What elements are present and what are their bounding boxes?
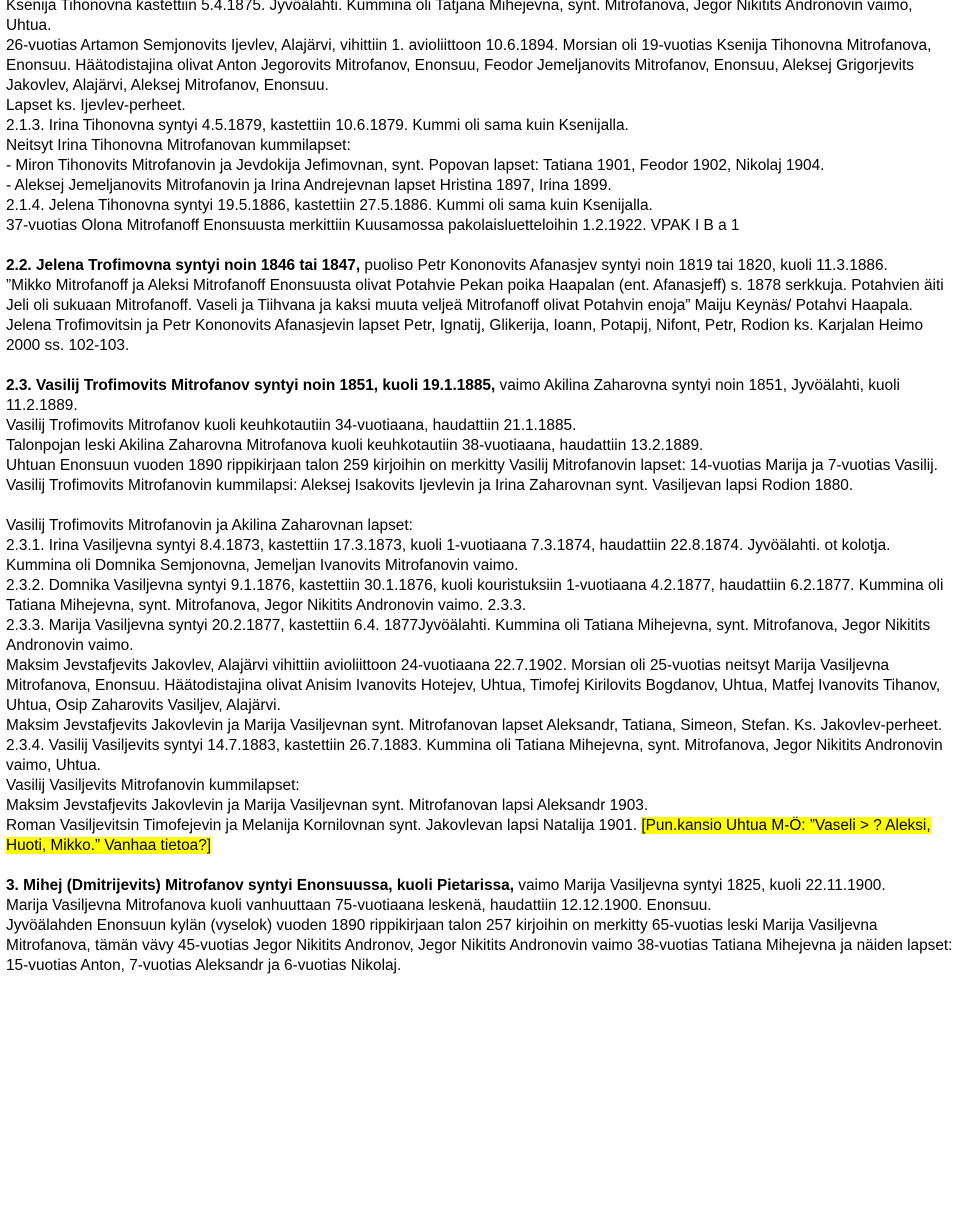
- paragraph: 2.1.4. Jelena Tihonovna syntyi 19.5.1886, kastettiin 27.5.1886. Kummi oli sama kuin Ksenijalla.: [6, 197, 653, 214]
- paragraph-text: Roman Vasiljevitsin Timofejevin ja Melanija Kornilovnan synt. Jakovlevan lapsi Natalija 1901.: [6, 817, 642, 834]
- section-text: vaimo Marija Vasiljevna syntyi 1825, kuoli 22.11.1900.: [514, 877, 886, 894]
- paragraph: Jyvöälahden Enonsuun kylän (vyselok) vuoden 1890 rippikirjaan talon 257 kirjoihin on merkitty 65-vuotias leski Marija Vasiljevna Mitrofanova, tämän vävy 45-vuotias Jegor Nikitits Andronov, Jegor Nikitits Andronovin vaimo 38-vuotias Tatiana Mihejevna ja näiden lapset: 15-vuotias Anton, 7-vuotias Aleksandr ja 6-vuotias Nikolaj.: [6, 917, 953, 974]
- paragraph: Maksim Jevstafjevits Jakovlevin ja Marija Vasiljevnan synt. Mitrofanovan lapset Aleksandr, Tatiana, Simeon, Stefan. Ks. Jakovlev-perheet.: [6, 717, 943, 734]
- paragraph: Vasilij Trofimovits Mitrofanov kuoli keuhkotautiin 34-vuotiaana, haudattiin 21.1.1885.: [6, 417, 577, 434]
- paragraph: - Miron Tihonovits Mitrofanovin ja Jevdokija Jefimovnan, synt. Popovan lapset: Tatiana 1901, Feodor 1902, Nikolaj 1904.: [6, 157, 825, 174]
- paragraph-with-note: [6, 816, 956, 856]
- section-title: 3. Mihej (Dmitrijevits) Mitrofanov syntyi Enonsuussa, kuoli Pietarissa,: [6, 877, 515, 894]
- blank-line: [6, 496, 956, 516]
- section-title: 2.2. Jelena Trofimovna syntyi noin 1846 tai 1847,: [6, 257, 361, 274]
- document-page: [6, 0, 956, 976]
- paragraph: 2.3.3. Marija Vasiljevna syntyi 20.2.1877, kastettiin 6.4. 1877Jyvöälahti. Kummina oli Tatiana Mihejevna, synt. Mitrofanova, Jegor Nikitits Andronovin vaimo.: [6, 617, 931, 654]
- paragraph: 2.3.4. Vasilij Vasiljevits syntyi 14.7.1883, kastettiin 26.7.1883. Kummina oli Tatiana Mihejevna, synt. Mitrofanova, Jegor Nikitits Andronovin vaimo, Uhtua.: [6, 737, 943, 774]
- paragraph: 26-vuotias Artamon Semjonovits Ijevlev, Alajärvi, vihittiin 1. avioliittoon 10.6.1894. Morsian oli 19-vuotias Ksenija Tihonovna Mitrofanova, Enonsuu. Häätodistajina olivat Anton Jegorovits Mitrofanov, Enonsuu, Feodor Jemeljanovits Mitrofanov, Enonsuu, Aleksej Grigorjevits Jakovlev, Alajärvi, Aleksej Mitrofanov, Enonsuu.: [6, 37, 932, 94]
- blank-line: [6, 856, 956, 876]
- paragraph: Lapset ks. Ijevlev-perheet.: [6, 97, 186, 114]
- blank-line: [6, 236, 956, 256]
- paragraph: 2.3.2. Domnika Vasiljevna syntyi 9.1.1876, kastettiin 30.1.1876, kuoli kouristuksiin 1-vuotiaana 4.2.1877, haudattiin 6.2.1877. Kummina oli Tatiana Mihejevna, synt. Mitrofanova, Jegor Nikitits Andronovin vaimo. 2.3.3.: [6, 577, 944, 614]
- section-text: vaimo Akilina Zaharovna syntyi noin 1851, Jyvöälahti, kuoli 11.2.1889.: [6, 377, 900, 414]
- section-text: puoliso Petr Kononovits Afanasjev syntyi noin 1819 tai 1820, kuoli 11.3.1886.: [360, 257, 888, 274]
- section-title: 2.3. Vasilij Trofimovits Mitrofanov syntyi noin 1851, kuoli 19.1.1885,: [6, 377, 496, 394]
- blank-line: [6, 356, 956, 376]
- paragraph: Vasilij Vasiljevits Mitrofanovin kummilapset:: [6, 777, 300, 794]
- paragraph: Uhtuan Enonsuun vuoden 1890 rippikirjaan talon 259 kirjoihin on merkitty Vasilij Mitrofanovin lapset: 14-vuotias Marija ja 7-vuotias Vasilij.: [6, 457, 938, 474]
- paragraph: Vasilij Trofimovits Mitrofanovin kummilapsi: Aleksej Isakovits Ijevlevin ja Irina Zaharovnan synt. Vasiljevan lapsi Rodion 1880.: [6, 477, 854, 494]
- paragraph: Vasilij Trofimovits Mitrofanovin ja Akilina Zaharovnan lapset:: [6, 517, 413, 534]
- paragraph: Talonpojan leski Akilina Zaharovna Mitrofanova kuoli keuhkotautiin 38-vuotiaana, haudattiin 13.2.1889.: [6, 437, 704, 454]
- paragraph: Ksenija Tihonovna kastettiin 5.4.1875. Jyvöälahti. Kummina oli Tatjana Mihejevna, synt. Mitrofanova, Jegor Nikitits Andronovin vaimo, Uhtua.: [6, 0, 913, 34]
- paragraph: ”Mikko Mitrofanoff ja Aleksi Mitrofanoff Enonsuusta olivat Potahvie Pekan poika Haapalan (ent. Afanasjeff) s. 1878 serkkuja. Potahvien äiti Jeli oli sukuaan Mitrofanoff. Vaseli ja Tiihvana ja kaksi muuta veljeä Mitrofanoff olivat Potahvin enoja” Maiju Keynäs/ Potahvi Haapala.: [6, 277, 944, 314]
- section-heading-2-2: [6, 256, 956, 276]
- highlighted-note: [Pun.kansio Uhtua M-Ö: ”Vaseli > ? Aleksi, Huoti, Mikko.” Vanhaa tietoa?]: [6, 817, 931, 854]
- paragraph: 2.1.3. Irina Tihonovna syntyi 4.5.1879, kastettiin 10.6.1879. Kummi oli sama kuin Ksenijalla.: [6, 117, 629, 134]
- paragraph: 37-vuotias Olona Mitrofanoff Enonsuusta merkittiin Kuusamossa pakolaisluetteloihin 1.2.1922. VPAK I B a 1: [6, 217, 740, 234]
- paragraph: Neitsyt Irina Tihonovna Mitrofanovan kummilapset:: [6, 137, 351, 154]
- section-heading-3: [6, 876, 956, 896]
- section-heading-2-3: [6, 376, 956, 416]
- paragraph: Maksim Jevstafjevits Jakovlevin ja Marija Vasiljevnan synt. Mitrofanovan lapsi Aleksandr 1903.: [6, 797, 649, 814]
- paragraph: Maksim Jevstafjevits Jakovlev, Alajärvi vihittiin avioliittoon 24-vuotiaana 22.7.1902. Morsian oli 25-vuotias neitsyt Marija Vasiljevna Mitrofanova, Enonsuu. Häätodistajina olivat Anisim Ivanovits Hotejev, Uhtua, Timofej Kirilovits Bogdanov, Uhtua, Matfej Ivanovits Tihanov, Uhtua, Osip Zaharovits Vasiljev, Alajärvi.: [6, 657, 941, 714]
- paragraph: 2.3.1. Irina Vasiljevna syntyi 8.4.1873, kastettiin 17.3.1873, kuoli 1-vuotiaana 7.3.1874, haudattiin 22.8.1874. Jyvöälahti. ot kolotja. Kummina oli Domnika Semjonovna, Jemeljan Ivanovits Mitrofanovin vaimo.: [6, 537, 891, 574]
- paragraph: Marija Vasiljevna Mitrofanova kuoli vanhuuttaan 75-vuotiaana leskenä, haudattiin 12.12.1900. Enonsuu.: [6, 897, 712, 914]
- paragraph: Jelena Trofimovitsin ja Petr Kononovits Afanasjevin lapset Petr, Ignatij, Glikerija, Ioann, Potapij, Nifont, Petr, Rodion ks. Karjalan Heimo 2000 ss. 102-103.: [6, 317, 924, 354]
- paragraph: - Aleksej Jemeljanovits Mitrofanovin ja Irina Andrejevnan lapset Hristina 1897, Irina 1899.: [6, 177, 612, 194]
